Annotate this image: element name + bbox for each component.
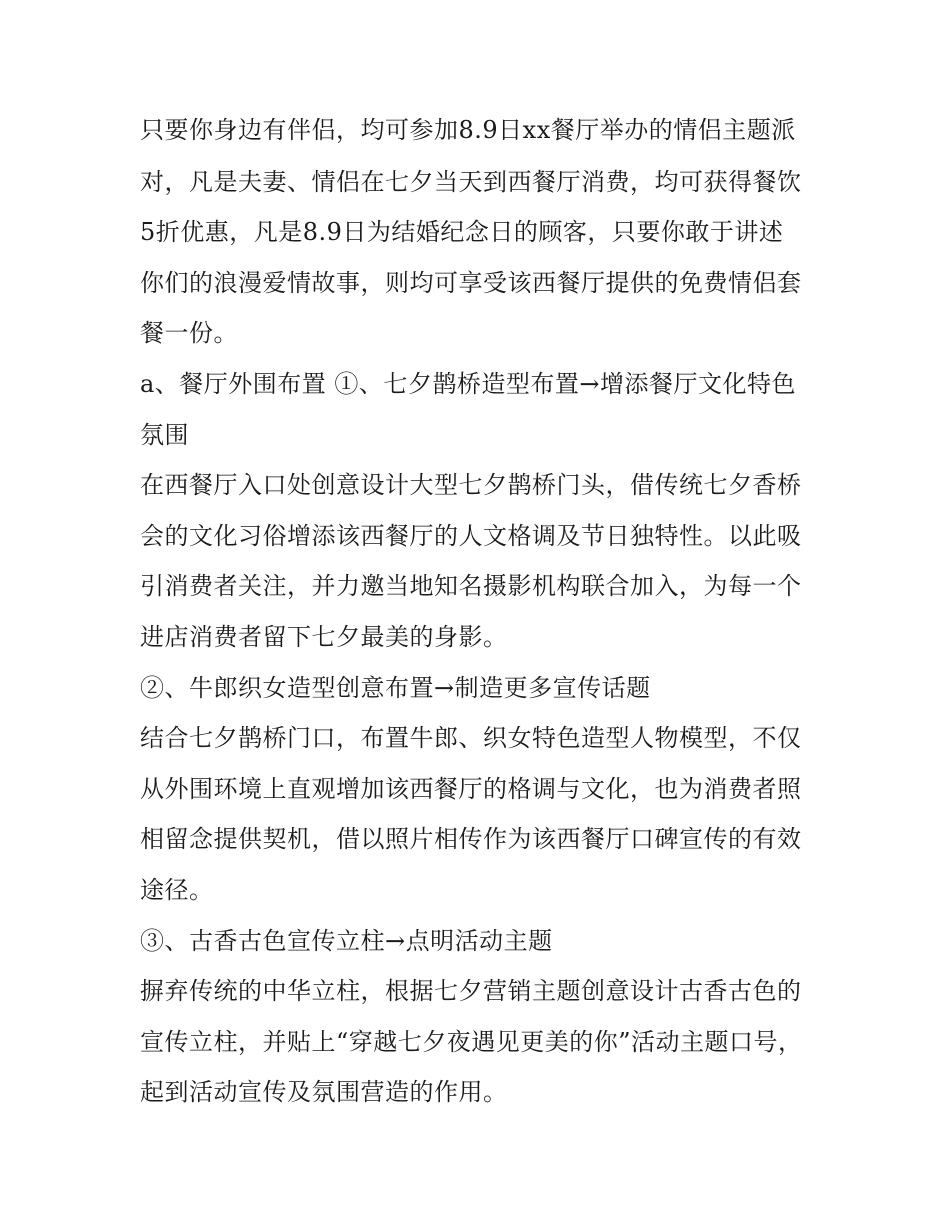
text-line: 途径。 <box>140 876 214 904</box>
text-line: 宣传立柱，并贴上“穿越七夕夜遇见更美的你”活动主题口号， <box>140 1028 803 1056</box>
text-line: 从外围环境上直观增加该西餐厅的格调与文化，也为消费者照 <box>140 775 802 803</box>
text-line: 餐一份。 <box>140 319 238 347</box>
text-line: 在西餐厅入口处创意设计大型七夕鹊桥门头，借传统七夕香桥 <box>140 471 802 499</box>
text-line: 摒弃传统的中华立柱，根据七夕营销主题创意设计古香古色的 <box>140 977 802 1005</box>
text-line: 会的文化习俗增添该西餐厅的人文格调及节日独特性。以此吸 <box>140 522 802 550</box>
text-line: 5折优惠，凡是8.9日为结婚纪念日的顾客，只要你敢于讲述 <box>140 218 784 246</box>
text-line: 相留念提供契机，借以照片相传作为该西餐厅口碑宣传的有效 <box>140 825 802 853</box>
text-line: 氛围 <box>140 421 189 449</box>
text-line: 只要你身边有伴侣，均可参加8.9日xx餐厅举办的情侣主题派 <box>140 116 796 144</box>
section-heading: ②、牛郎织女造型创意布置→制造更多宣传话题 <box>140 674 651 702</box>
section-heading: a、餐厅外围布置 ①、七夕鹊桥造型布置→增添餐厅文化特色 <box>140 370 797 398</box>
text-line: 对，凡是夫妻、情侣在七夕当天到西餐厅消费，均可获得餐饮 <box>140 168 802 196</box>
text-line: 进店消费者留下七夕最美的身影。 <box>140 623 508 651</box>
section-heading: ③、古香古色宣传立柱→点明活动主题 <box>140 927 553 955</box>
text-line: 你们的浪漫爱情故事，则均可享受该西餐厅提供的免费情侣套 <box>140 269 802 297</box>
text-line: 引消费者关注，并力邀当地知名摄影机构联合加入，为每一个 <box>140 572 802 600</box>
text-line: 结合七夕鹊桥门口，布置牛郎、织女特色造型人物模型，不仅 <box>140 724 802 752</box>
text-line: 起到活动宣传及氛围营造的作用。 <box>140 1078 508 1106</box>
